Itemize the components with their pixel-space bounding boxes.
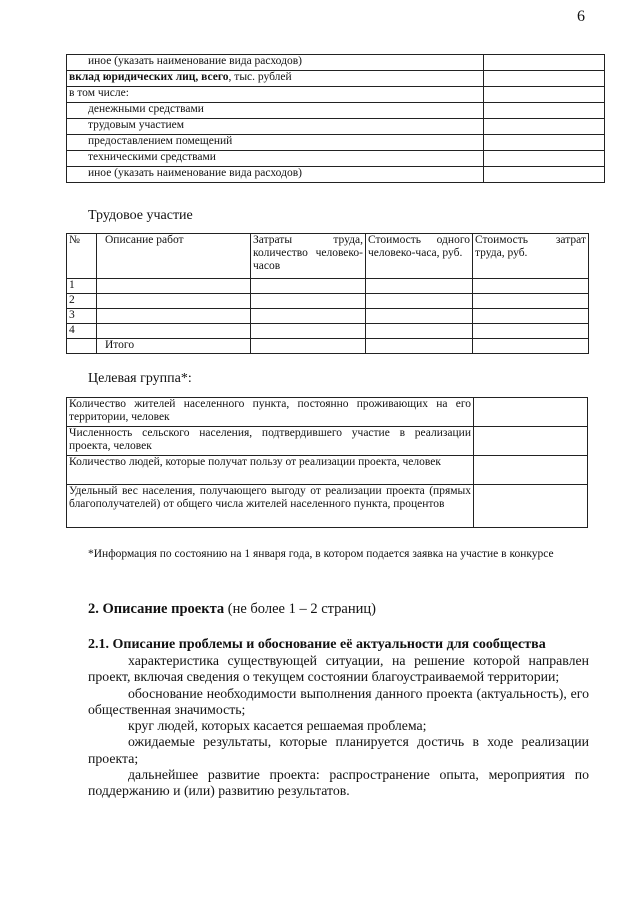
table-row (67, 294, 589, 309)
cell[interactable] (251, 309, 366, 324)
row-number: 2 (67, 294, 97, 309)
paragraph: характеристика существующей ситуации, на решение которой направлен проект, включая сведения о текущем состоянии благоустраиваемой территории; (88, 653, 589, 685)
cell[interactable] (97, 279, 251, 294)
table-row (67, 485, 588, 528)
row-label (67, 71, 484, 87)
cell[interactable] (97, 309, 251, 324)
paragraph: дальнейшее развитие проекта: распространение опыта, мероприятия по поддержанию и (или) развитию результатов. (88, 767, 589, 799)
cell[interactable] (473, 309, 589, 324)
value-cell[interactable] (484, 55, 605, 71)
header-row (67, 234, 589, 279)
cell[interactable] (251, 279, 366, 294)
cell[interactable] (366, 324, 473, 339)
col-header-description: Описание работ (97, 234, 251, 279)
table-row (67, 103, 605, 119)
total-row (67, 339, 589, 354)
table-row (67, 71, 605, 87)
cell[interactable] (366, 294, 473, 309)
row-label: техническими средствами (67, 151, 484, 167)
page-number: 6 (577, 8, 585, 25)
row-number: 1 (67, 279, 97, 294)
table-row (67, 119, 605, 135)
table-row (67, 151, 605, 167)
cell[interactable] (97, 324, 251, 339)
target-group-table (66, 397, 588, 528)
table-row (67, 167, 605, 183)
row-label-bold: вклад юридических лиц, всего (69, 71, 229, 83)
section-2-note: (не более 1 – 2 страниц) (224, 601, 376, 617)
cell[interactable] (473, 339, 589, 354)
total-label: Итого (97, 339, 251, 354)
table-row (67, 398, 588, 427)
cell[interactable] (97, 294, 251, 309)
col-header-total-cost: Стоимость затрат труда, руб. (473, 234, 589, 279)
value-cell[interactable] (474, 485, 588, 528)
row-label: Численность сельского населения, подтвердившего участие в реализации проекта, человек (67, 427, 474, 456)
col-header-number: № (67, 234, 97, 279)
row-label: в том числе: (67, 87, 484, 103)
value-cell[interactable] (474, 427, 588, 456)
row-label: Количество жителей населенного пункта, постоянно проживающих на его территории, человек (67, 398, 474, 427)
labor-table (66, 233, 589, 354)
table-row (67, 456, 588, 485)
table-row (67, 279, 589, 294)
row-label: Количество людей, которые получат пользу от реализации проекта, человек (67, 456, 474, 485)
value-cell[interactable] (484, 151, 605, 167)
cell[interactable] (366, 309, 473, 324)
section-2-1-body (88, 653, 589, 800)
table-row (67, 87, 605, 103)
row-label: трудовым участием (67, 119, 484, 135)
cell[interactable] (366, 339, 473, 354)
col-header-labor-cost: Затраты труда, количество человеко-часов (251, 234, 366, 279)
cell[interactable] (251, 324, 366, 339)
value-cell[interactable] (484, 71, 605, 87)
row-label: иное (указать наименование вида расходов) (67, 55, 484, 71)
paragraph: ожидаемые результаты, которые планируется достичь в ходе реализации проекта; (88, 734, 589, 766)
cell[interactable] (366, 279, 473, 294)
row-number: 4 (67, 324, 97, 339)
value-cell[interactable] (474, 456, 588, 485)
table-row (67, 427, 588, 456)
cell[interactable] (473, 294, 589, 309)
labor-caption: Трудовое участие (88, 208, 193, 223)
table-row (67, 324, 589, 339)
paragraph: круг людей, которых касается решаемая проблема; (128, 718, 427, 734)
row-label-rest: , тыс. рублей (228, 71, 292, 83)
value-cell[interactable] (484, 135, 605, 151)
row-label: денежными средствами (67, 103, 484, 119)
table-row (67, 55, 605, 71)
cell (67, 339, 97, 354)
col-header-hour-cost: Стоимость одного человеко-часа, руб. (366, 234, 473, 279)
section-2-heading (88, 601, 376, 618)
value-cell[interactable] (484, 103, 605, 119)
row-number: 3 (67, 309, 97, 324)
cell[interactable] (473, 279, 589, 294)
footnote: *Информация по состоянию на 1 января года, в котором подается заявка на участие в конкурсе (88, 548, 554, 560)
investment-table (66, 54, 605, 183)
cell[interactable] (251, 294, 366, 309)
paragraph: обоснование необходимости выполнения данного проекта (актуальность), его общественная значимость; (88, 685, 589, 717)
value-cell[interactable] (474, 398, 588, 427)
table-row (67, 135, 605, 151)
row-label: предоставлением помещений (67, 135, 484, 151)
value-cell[interactable] (484, 119, 605, 135)
value-cell[interactable] (484, 87, 605, 103)
cell[interactable] (251, 339, 366, 354)
row-label: Удельный вес населения, получающего выгоду от реализации проекта (прямых благополучателей) от общего числа жителей населенного пункта, процентов (67, 485, 474, 528)
row-label: иное (указать наименование вида расходов) (67, 167, 484, 183)
target-group-caption: Целевая группа*: (88, 371, 192, 386)
section-2-1-heading: 2.1. Описание проблемы и обоснование её актуальности для сообщества (88, 637, 546, 652)
table-row (67, 309, 589, 324)
value-cell[interactable] (484, 167, 605, 183)
section-2-title: 2. Описание проекта (88, 601, 225, 617)
cell[interactable] (473, 324, 589, 339)
